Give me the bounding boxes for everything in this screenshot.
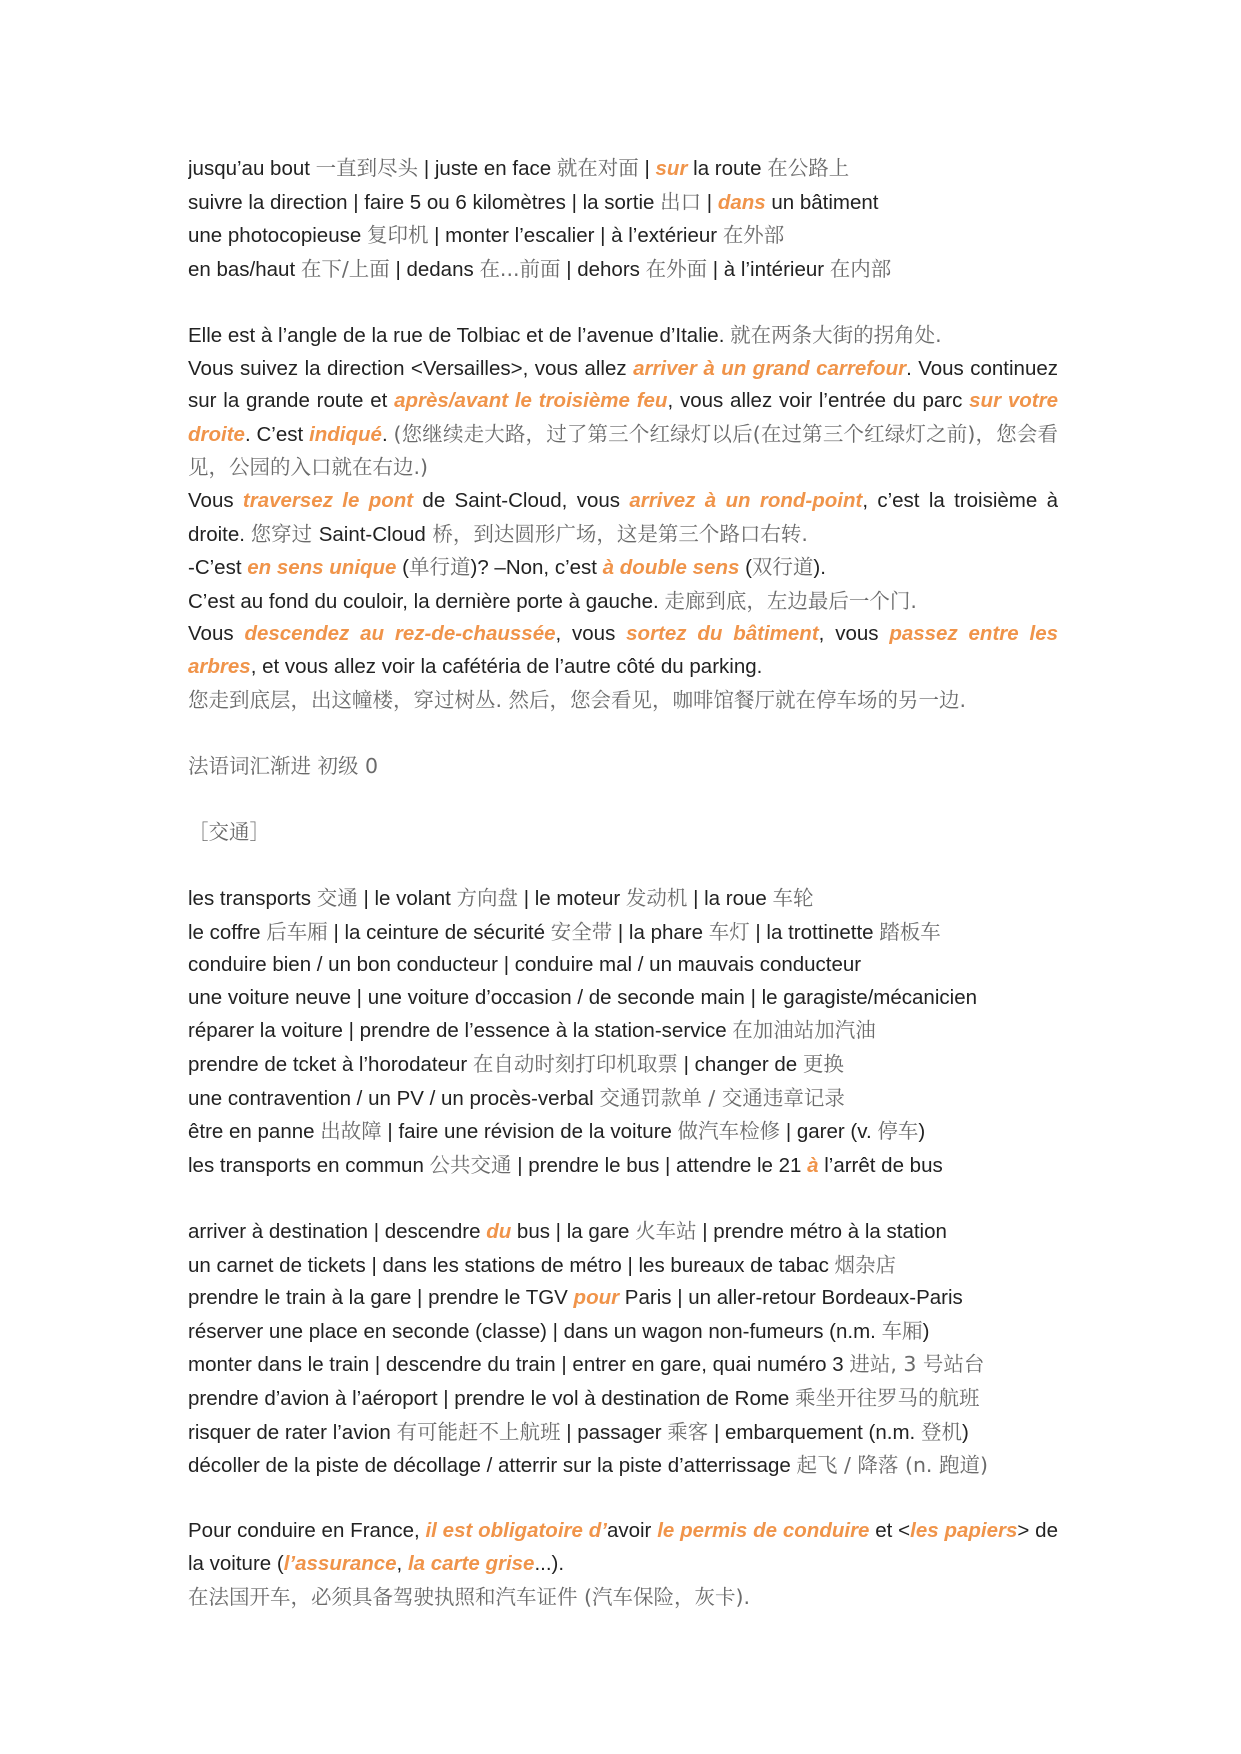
highlighted-term: pour	[573, 1286, 620, 1310]
chinese-gloss: 在加油站加汽油	[732, 1018, 876, 1043]
text-run: de Saint-Cloud, vous	[413, 488, 630, 512]
section-book-title	[188, 750, 1058, 784]
text-run: , et vous allez voir la cafétéria de l’autre côté du parking.	[250, 654, 763, 678]
chinese-gloss: 出口	[660, 189, 702, 214]
text-run: le coffre	[188, 920, 267, 944]
text-run: C’est au fond du couloir, la dernière porte à gauche.	[188, 589, 665, 613]
text-run: avoir	[606, 1519, 658, 1543]
text-line	[188, 916, 1058, 950]
section-spacer	[188, 286, 1058, 319]
text-run: Pour conduire en France,	[188, 1519, 426, 1543]
chinese-gloss: 就在两条大街的拐角处.	[730, 322, 942, 347]
highlighted-term: en sens unique	[247, 556, 397, 580]
text-run: | faire une révision de la voiture	[381, 1120, 678, 1144]
text-line	[188, 1416, 1058, 1450]
text-line	[188, 1215, 1058, 1249]
highlighted-term: arrivez à un rond-point	[629, 488, 863, 512]
text-run: une photocopieuse	[188, 224, 367, 248]
text-line	[188, 882, 1058, 916]
chinese-gloss: 在内部	[829, 256, 892, 281]
highlighted-term: les papiers	[910, 1519, 1018, 1543]
text-line	[188, 982, 1058, 1015]
text-run: . C’est	[244, 422, 310, 446]
text-run: | monter l’escalier | à l’extérieur	[428, 224, 723, 248]
section-directions-sentences	[188, 319, 1058, 717]
chinese-gloss: 您走到底层，出这幢楼，穿过树丛. 然后，您会看见，咖啡馆餐厅就在停车场的另一边.	[188, 687, 967, 712]
highlighted-term: indiqué	[309, 422, 382, 446]
text-run: ,	[396, 1551, 408, 1575]
text-run: , vous	[555, 622, 627, 646]
chinese-gloss: 做汽车检修	[677, 1119, 781, 1144]
highlighted-term: arriver à un grand carrefour	[633, 356, 907, 380]
text-run: . Vous continuez sur la grande route et	[188, 356, 1059, 413]
chinese-gloss: 双行道	[751, 555, 814, 580]
highlighted-term: il est obligatoire d’	[425, 1519, 607, 1543]
chinese-gloss: 更换	[802, 1052, 844, 1077]
text-run: | dedans	[389, 257, 480, 281]
text-run: | garer (v.	[780, 1120, 878, 1144]
text-line	[188, 1315, 1058, 1349]
section-directions-vocab	[188, 152, 1058, 286]
chinese-gloss: 公共交通	[429, 1152, 512, 1177]
text-run: | la ceinture de sécurité	[327, 920, 551, 944]
chinese-gloss: 车厢	[881, 1318, 923, 1343]
text-run: les transports	[188, 887, 317, 911]
text-run: les transports en commun	[188, 1153, 430, 1177]
text-run: monter dans le train | descendre du train | entrer en gare, quai numéro 3	[188, 1353, 850, 1377]
text-run: | juste en face	[418, 157, 557, 180]
text-run: une contravention / un PV / un procès-verbal	[188, 1086, 600, 1110]
text-run: , vous allez voir l’entrée du parc	[667, 389, 970, 413]
text-line	[188, 1348, 1058, 1382]
text-run: )	[922, 1319, 930, 1343]
chinese-gloss: 在外面	[645, 256, 708, 281]
chinese-gloss: 后车厢	[266, 919, 328, 944]
chinese-gloss: ［交通］	[188, 819, 270, 844]
text-line	[188, 152, 1058, 186]
text-run: )	[961, 1420, 969, 1444]
text-line	[188, 1149, 1058, 1183]
chinese-gloss: 走廊到底，左边最后一个门.	[664, 588, 917, 613]
text-paragraph	[188, 618, 1058, 683]
text-line	[188, 551, 1058, 585]
text-run: décoller de la piste de décollage / atterrir sur la piste d’atterrissage	[188, 1454, 797, 1478]
text-run: , c’est la troisième à droite.	[188, 488, 1058, 546]
text-run: > de la voiture (	[188, 1519, 1058, 1575]
text-line	[188, 186, 1058, 220]
text-line	[188, 1382, 1058, 1416]
text-run: réparer la voiture | prendre de l’essence à la station-service	[188, 1019, 733, 1043]
text-run: prendre de tcket à l’horodateur	[188, 1053, 473, 1077]
text-line	[188, 816, 1058, 850]
text-line	[188, 1581, 1058, 1615]
text-run: | embarquement (n.m.	[708, 1420, 921, 1444]
chinese-gloss: 一直到尽头	[315, 156, 419, 180]
chinese-gloss: 在外部	[722, 223, 785, 248]
highlighted-term: sur	[655, 157, 688, 180]
section-spacer	[188, 1182, 1058, 1215]
text-run: une voiture neuve | une voiture d’occasion / de seconde main | le garagiste/mécanicien	[188, 985, 977, 1009]
text-run: réserver une place en seconde (classe) | dans un wagon non-fumeurs (n.m.	[188, 1319, 882, 1343]
chinese-gloss: 登机	[920, 1419, 962, 1444]
chinese-gloss: 进站, 3 号站台	[849, 1352, 985, 1377]
text-run: | prendre métro à la station	[696, 1220, 947, 1243]
highlighted-term: du	[486, 1220, 512, 1243]
text-line	[188, 1014, 1058, 1048]
text-run: prendre le train à la gare | prendre le TGV	[188, 1286, 574, 1310]
chinese-gloss: 起飞 / 降落 (n. 跑道)	[796, 1453, 988, 1478]
section-spacer	[188, 1483, 1058, 1516]
chinese-gloss: 出故障	[320, 1119, 382, 1144]
text-line	[188, 1082, 1058, 1116]
text-run: la route	[687, 157, 768, 180]
text-line	[188, 1048, 1058, 1082]
text-line	[188, 1449, 1058, 1483]
text-line	[188, 585, 1058, 619]
section-driving-paragraph	[188, 1515, 1058, 1614]
chinese-gloss: 安全带	[550, 919, 613, 944]
chinese-gloss: 在...前面	[479, 256, 561, 281]
highlighted-term: descendez au rez-de-chaussée	[244, 622, 556, 646]
text-run: ...).	[534, 1551, 565, 1575]
text-run: |	[638, 157, 656, 180]
chinese-gloss: 有可能赶不上航班	[396, 1419, 561, 1444]
chinese-gloss: 在下/上面	[300, 256, 390, 281]
highlighted-term: sortez du bâtiment	[626, 622, 819, 646]
text-line	[188, 750, 1058, 784]
chinese-gloss: 火车站	[635, 1219, 697, 1243]
text-run: |	[701, 190, 718, 214]
text-run: et <	[869, 1519, 911, 1543]
text-line	[188, 684, 1058, 718]
text-run: bus | la gare	[511, 1220, 636, 1243]
text-run: | à l’intérieur	[707, 257, 830, 281]
highlighted-term: l’assurance	[283, 1551, 397, 1575]
text-run: arriver à destination | descendre	[188, 1220, 487, 1243]
chinese-gloss: 乘坐开往罗马的航班	[795, 1385, 980, 1410]
text-run: (	[739, 556, 752, 580]
section-travel-vocab	[188, 1215, 1058, 1483]
highlighted-term: après/avant le troisième feu	[394, 389, 668, 413]
text-run: | la phare	[612, 920, 709, 944]
text-run: ).	[813, 556, 826, 580]
text-run: | la roue	[687, 887, 773, 911]
text-run: un carnet de tickets | dans les stations de métro | les bureaux de tabac	[188, 1253, 835, 1277]
chinese-gloss: 停车	[877, 1119, 919, 1144]
text-run: Vous	[188, 622, 245, 646]
highlighted-term: à	[807, 1153, 819, 1177]
highlighted-term: la carte grise	[407, 1551, 535, 1575]
text-paragraph	[188, 485, 1058, 551]
text-run: .	[381, 422, 394, 446]
chinese-gloss: 车轮	[772, 886, 814, 911]
text-run: Vous suivez la direction <Versailles>, vous allez	[188, 356, 634, 380]
text-run: Elle est à l’angle de la rue de Tolbiac et de l’avenue d’Italie.	[188, 323, 731, 347]
chinese-gloss: 在公路上	[767, 156, 850, 180]
text-line	[188, 219, 1058, 253]
text-line	[188, 253, 1058, 287]
chinese-gloss: 乘客	[667, 1419, 709, 1444]
section-spacer	[188, 717, 1058, 750]
chinese-gloss: 桥，到达圆形广场，这是第三个路口右转.	[425, 521, 808, 546]
text-run: conduire bien / un bon conducteur | conduire mal / un mauvais conducteur	[188, 953, 862, 977]
chinese-gloss: 交通	[316, 886, 358, 911]
text-line	[188, 1115, 1058, 1149]
chinese-gloss: 单行道	[409, 555, 471, 580]
chinese-gloss: 方向盘	[456, 886, 519, 911]
chinese-gloss: 法语词汇渐进 初级 0	[188, 753, 379, 778]
chinese-gloss: 在法国开车，必须具备驾驶执照和汽车证件 (汽车保险，灰卡).	[188, 1584, 751, 1609]
text-line	[188, 949, 1058, 982]
text-run: suivre la direction | faire 5 ou 6 kilomètres | la sortie	[188, 190, 661, 214]
chinese-gloss: 车灯	[708, 919, 750, 944]
section-spacer	[188, 849, 1058, 882]
chinese-gloss: (您继续走大路，过了第三个红绿灯以后(在过第三个红绿灯之前)，您会看见，公园的入口就在右边.)	[188, 421, 1058, 480]
text-paragraph	[188, 1515, 1058, 1580]
chinese-gloss: 在自动时刻打印机取票	[472, 1052, 678, 1077]
text-run: jusqu’au bout	[188, 157, 316, 180]
document-page	[188, 152, 1058, 1614]
text-run: (	[396, 556, 409, 580]
section-spacer	[188, 783, 1058, 816]
text-run: un bâtiment	[765, 190, 879, 214]
text-run: | changer de	[677, 1053, 803, 1077]
highlighted-term: sur votre droite	[188, 389, 1058, 446]
text-run: | la trottinette	[749, 920, 880, 944]
section-transport-vocab	[188, 882, 1058, 1182]
text-run: Paris | un aller-retour Bordeaux-Paris	[619, 1286, 963, 1310]
text-run: )? –Non, c’est	[470, 556, 603, 580]
text-line	[188, 319, 1058, 353]
text-run: être en panne	[188, 1120, 321, 1144]
text-run: prendre d’avion à l’aéroport | prendre le vol à destination de Rome	[188, 1386, 796, 1410]
text-run: risquer de rater l’avion	[188, 1420, 397, 1444]
text-line	[188, 1249, 1058, 1283]
text-run: | prendre le bus | attendre le 21	[511, 1153, 808, 1177]
highlighted-term: à double sens	[602, 556, 740, 580]
chinese-gloss: 您穿过	[250, 521, 319, 546]
chinese-gloss: 复印机	[366, 223, 429, 248]
text-paragraph	[188, 353, 1058, 485]
text-run: Vous	[188, 488, 243, 512]
text-run: , vous	[818, 622, 890, 646]
text-run: | dehors	[560, 257, 646, 281]
chinese-gloss: 烟杂店	[834, 1252, 897, 1277]
highlighted-term: passez entre les arbres	[188, 622, 1058, 678]
highlighted-term: le permis de conduire	[657, 1519, 870, 1543]
chinese-gloss: 发动机	[625, 886, 688, 911]
text-run: )	[918, 1120, 926, 1144]
text-run: -C’est	[188, 556, 248, 580]
section-section-heading	[188, 816, 1058, 850]
highlighted-term: dans	[717, 190, 766, 214]
highlighted-term: traversez le pont	[242, 488, 414, 512]
chinese-gloss: 就在对面	[556, 156, 639, 180]
text-run: en bas/haut	[188, 257, 301, 281]
text-run: | passager	[560, 1420, 668, 1444]
text-line	[188, 1282, 1058, 1315]
text-run: Saint-Cloud	[318, 522, 426, 546]
text-run: | le volant	[357, 887, 457, 911]
chinese-gloss: 交通罚款单 / 交通违章记录	[599, 1085, 845, 1110]
text-run: l’arrêt de bus	[818, 1153, 943, 1177]
text-run: | le moteur	[518, 887, 626, 911]
chinese-gloss: 踏板车	[879, 919, 941, 944]
